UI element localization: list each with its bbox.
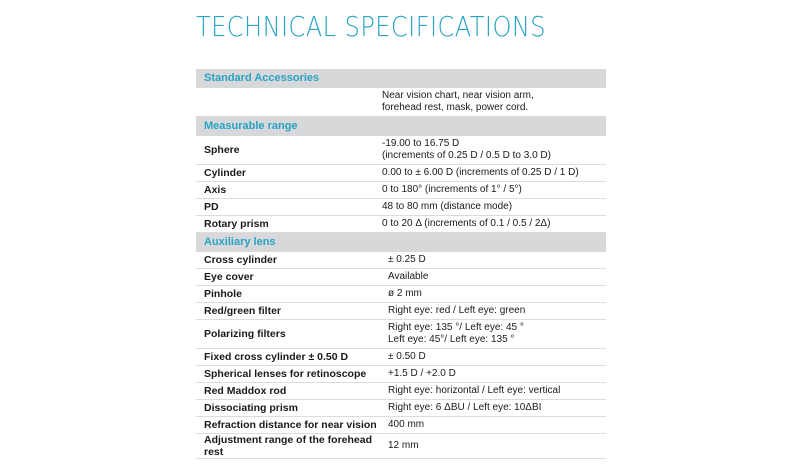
spec-label: Sphere [204,144,240,156]
spec-row [196,216,606,233]
spec-value [382,136,606,164]
spec-value-line: 0.00 to ± 6.00 D (increments of 0.25 D / 1 D) [382,167,579,178]
spec-value [382,182,606,198]
spec-row [196,417,606,434]
spec-label: PD [204,201,219,213]
spec-value-line: 0 to 180° (increments of 1° / 5°) [382,184,522,195]
spec-value-line: ± 0.25 D [388,254,426,265]
spec-section [196,233,606,459]
spec-value-line: Near vision chart, near vision arm, [382,90,534,101]
section-heading: Measurable range [196,117,606,136]
spec-value [386,349,606,365]
spec-label: Adjustment range of the forehead rest [204,434,373,458]
spec-label: Pinhole [204,288,242,300]
spec-value [386,417,606,433]
spec-value-line: Right eye: red / Left eye: green [388,305,526,316]
spec-table [196,69,606,459]
spec-value-line: 400 mm [388,419,425,430]
page-title: TECHNICAL SPECIFICATIONS [196,10,547,43]
spec-value-line: +1.5 D / +2.0 D [388,368,456,379]
spec-value [382,165,606,181]
spec-label: Polarizing filters [204,328,286,340]
section-heading: Standard Accessories [196,69,606,88]
spec-row [196,182,606,199]
spec-label: Fixed cross cylinder ± 0.50 D [204,351,349,363]
spec-row [196,199,606,216]
spec-value-line: forehead rest, mask, power cord. [382,102,529,113]
spec-label: Refraction distance for near vision [204,419,377,431]
spec-value-line: 0 to 20 Δ (increments of 0.1 / 0.5 / 2Δ) [382,218,551,229]
spec-label: Eye cover [204,271,254,283]
spec-row [196,252,606,269]
section-heading: Auxiliary lens [196,233,606,252]
spec-label: Red Maddox rod [204,385,287,397]
spec-value [382,199,606,215]
spec-value [386,438,606,454]
spec-row [196,320,606,349]
spec-row [196,400,606,417]
spec-value [382,216,606,232]
spec-label: Cross cylinder [204,254,277,266]
spec-value-line: -19.00 to 16.75 D [382,138,460,149]
spec-value [386,383,606,399]
spec-value-line: Left eye: 45°/ Left eye: 135 ° [388,334,515,345]
spec-row [196,434,606,459]
spec-value [386,286,606,302]
spec-value-line: 12 mm [388,440,419,451]
spec-row [196,366,606,383]
spec-label: Cylinder [204,167,247,179]
spec-value [386,400,606,416]
spec-value-line: ø 2 mm [388,288,422,299]
spec-label: Red/green filter [204,305,282,317]
spec-row [196,286,606,303]
spec-section [196,117,606,233]
spec-value [382,88,606,116]
spec-row [196,269,606,286]
spec-label: Dissociating prism [204,402,298,414]
spec-value-line: Right eye: horizontal / Left eye: vertical [388,385,561,396]
spec-row [196,88,606,117]
spec-value [386,320,606,348]
spec-label: Rotary prism [204,218,269,230]
spec-label: Spherical lenses for retinoscope [204,368,367,380]
spec-value [386,366,606,382]
spec-row [196,383,606,400]
spec-row [196,349,606,366]
spec-value-line: (increments of 0.25 D / 0.5 D to 3.0 D) [382,150,551,161]
spec-row [196,303,606,320]
spec-value [386,303,606,319]
spec-value-line: Right eye: 135 °/ Left eye: 45 ° [388,322,524,333]
spec-value-line: Available [388,271,429,282]
spec-value-line: ± 0.50 D [388,351,426,362]
spec-row [196,165,606,182]
spec-row [196,136,606,165]
spec-value-line: 48 to 80 mm (distance mode) [382,201,513,212]
spec-value-line: Right eye: 6 ΔBU / Left eye: 10ΔBI [388,402,542,413]
spec-value [386,269,606,285]
spec-value [386,252,606,268]
spec-label: Axis [204,184,227,196]
spec-section [196,69,606,117]
